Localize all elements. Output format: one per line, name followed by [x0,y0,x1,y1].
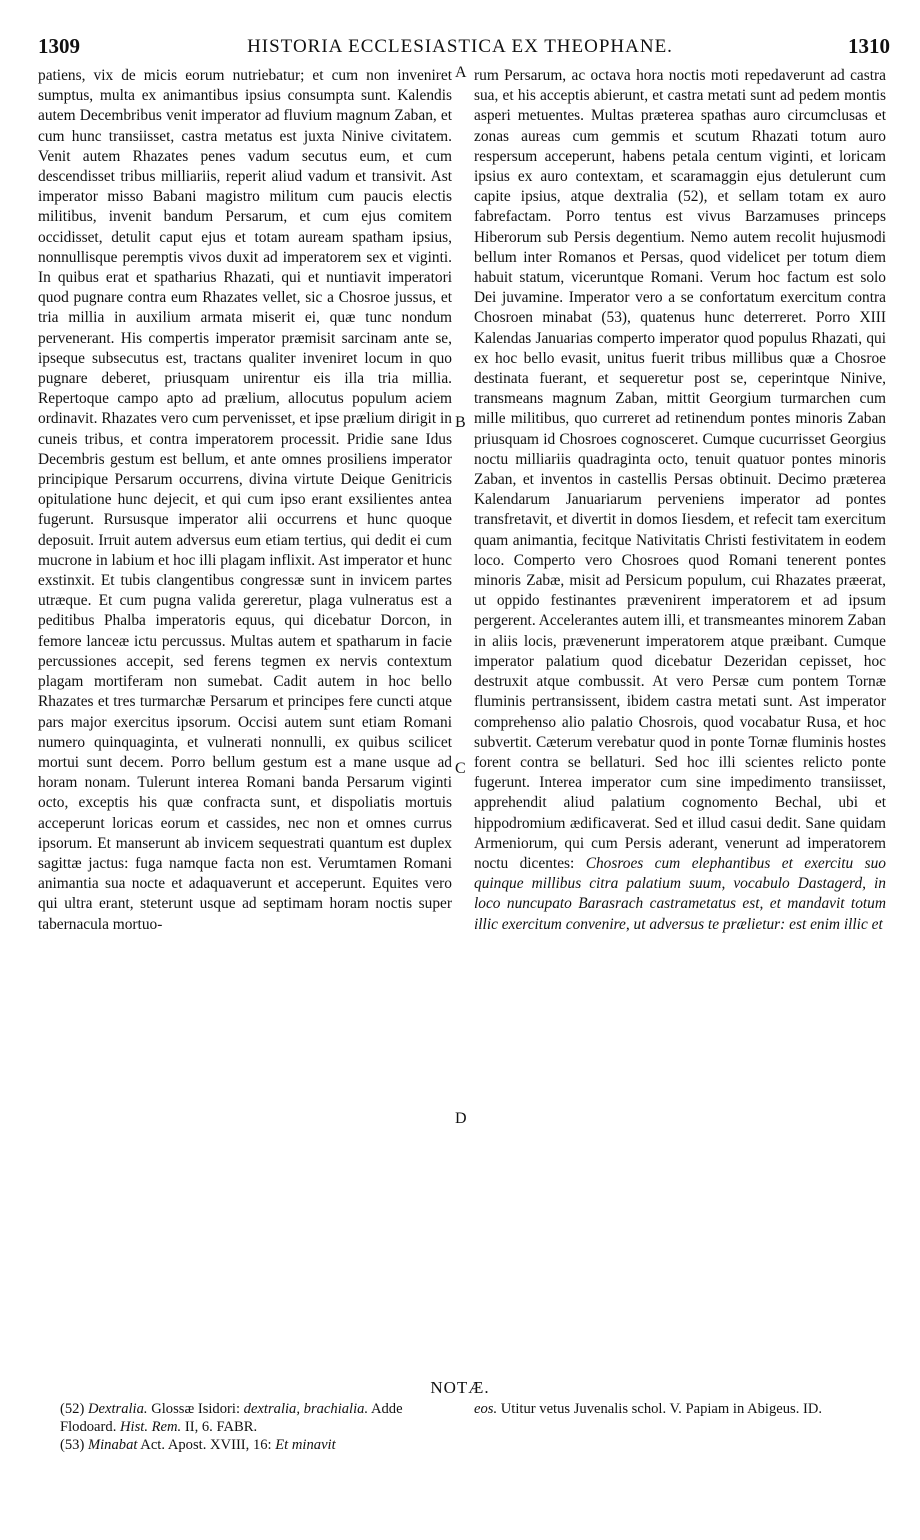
notes-heading: NOTÆ. [430,1378,490,1397]
notes-right-text: eos. Utitur vetus Juvenalis schol. V. Papiam in Abigeus. ID. [474,1401,823,1417]
margin-marker-a: A [455,64,467,81]
right-text-column [474,66,886,935]
margin-marker-c: C [455,760,466,777]
notes-right-column [474,1400,886,1418]
left-text-column [38,66,452,935]
right-page-number: 1310 [848,34,890,58]
left-page-number: 1309 [38,34,80,58]
notes-left-text: (52) Dextralia. Glossæ Isidori: dextralia, brachialia. Adde Flodoard. Hist. Rem. II, 6. FABR. (53) Minabat Act. Apost. XVIII, 16: Et minavit [60,1401,403,1453]
right-column-text: rum Persarum, ac octava hora noctis moti repedaverunt ad castra sua, et his acceptis abierunt, et castra metati sunt ad pedem montis asperi metuentes. Multas præterea spathas auro circumclusas et zonas aureas cum gemmis et scutum Rhazati totum auro respersum acceperunt, habens petala centum viginti, et loricam ipsius ex auro contextam, et scaramaggin ejus detulerunt cum capite ipsius, atque dextralia (52), et sellam totam ex auro fabrefactam. Porro tentus est vivus Barzamuses princeps Hiberorum sub Persis degentium. Nemo autem recolit hujusmodi bellum inter Romanos et Persas, quod videlicet per totum diem habuit statum, viceruntque Romani. Verum hoc factum est solo Dei juvamine. Imperator vero a se confortatum exercitum contra Chosroen minabat (53), quatenus hunc deterreret. Porro XIII Kalendas Januarias comperto imperator quod populus Rhazati, qui ex hoc bello evasit, unitus fuerit tribus millibus quæ a Chosroe destinata fuerant, et sequeretur post se, ceperintque Ninive, transmeans magnum Zaban, mittit Georgium turmarchen cum mille militibus, quo curreret ad retinendum pontes minoris Zaban priusquam id Chosroes cognosceret. Cumque cucurrisset Georgius noctu milliariis quadraginta octo, tenuit quatuor pontes minoris Zaban, et inventos in castellis Persas obtinuit. Decimo præterea Kalendarum Januariarum perveniens imperator ad pontes transfretavit, et divertit in domos Iiesdem, et refecit tam exercitum quam animantia, fecitque Nativitatis Christi festivitatem in eodem loco. Comperto vero Chosroes quod Romani tenerent pontes minoris Zabæ, misit ad Persicum populum, cui Rhazates præerat, ut oppido festinantes prævenirent imperatorem et ad ipsum pergerent. Accelerantes autem illi, et transmeantes minorem Zaban in aliis locis, prævenerunt imperatorem atque præibant. Cumque imperator palatium quod dicebatur Dezeridan cepisset, hoc destruxit atque combussit. At vero Persæ cum pontem Tornæ fluminis pertransissent, ibidem castra metati sunt. Ast imperator comprehenso alio palatio Chosrois, quod vocabatur Rusa, et hoc subvertit. Cæterum verebatur quod in ponte Tornæ fluminis hostes forent contra se bellaturi. Sed hoc illi scientes relicto ponte fugerunt. Interea imperator cum sine impedimento transiisset, apprehendit aliud palatium cognomento Bechal, ubi et hippodromium ædificaverat. Sed et illud casui dedit. Sane quidam Armeniorum, qui cum Persis aderant, venerunt ad imperatorem noctu dicentes: Chosroes cum elephantibus et exercitu suo quinque millibus citra palatium suum, vocabulo Dastagerd, in loco nuncupato Barasrach castrametatus est, et mandavit totum illic exercitum convenire, ut adversus te prælietur: est enim illic et [474,67,886,933]
margin-marker-d: D [455,1110,467,1127]
left-column-text: patiens, vix de micis eorum nutriebatur; et cum non inveniret sumptus, multa ex animantibus ipsius consumpta sunt. Kalendis autem Decembribus venit imperator ad fluvium magnum Zaban, et cum hunc transiisset, castra metatus est juxta Ninive civitatem. Venit autem Rhazates penes vadum secutus eum, et cum descendisset tribus milliariis, reperit aliud vadum et transivit. Ast imperator misso Babani magistro militum cum paucis electis militibus, invenit bandum Persarum, et cum ejus comitem occidisset, detulit caput ejus et totam auream spatham ipsius, nonnullisque peremptis vivos duxit ad imperatorem sex et viginti. In quibus erat et spatharius Rhazati, qui et nuntiavit imperatori quod pugnare contra eum Rhazates vellet, sic a Chosroe jussus, et tria millia in auxilium armata miserit ei, quæ tunc nondum pervenerant. His compertis imperator præmisit sarcinam ante se, ipseque subsecutus est, tractans qualiter inveniret locum in quo pugnare deberet, priusquam unirentur eis illa tria millia. Repertoque campo apto ad prælium, allocutus populum aciem ordinavit. Rhazates vero cum pervenisset, et ipse prælium dirigit in cuneis tribus, et contra imperatorem processit. Pridie sane Idus Decembris gestum est bellum, et ante omnes prosiliens imperator principique Persarum occurrens, divina virtute Deique Genitricis opitulatione hunc dejecit, et qui cum ipso erant exsilientes antea fugerunt. Rursusque imperator alii occurrens et hunc quoque deposuit. Irruit autem adversus eum etiam tertius, qui dedit ei cum mucrone in labium et hoc illi plagam inflixit. Ast imperator et hunc exstinxit. Et tubis clangentibus congressæ sunt in invicem partes utræque. Et cum pugna valida gereretur, plaga vulneratus est a peditibus Phalba imperatoris equus, qui dicebatur Dorcon, in femore lanceæ ictu percussus. Multas autem et spatharum in facie percussiones accepit, sed ferens tegmen ex nervis contextum plagam mortiferam non sumebat. Cadit autem in hoc bello Rhazates et tres turmarchæ Persarum et principes fere cuncti atque pars major exercitus ipsorum. Occisi autem sunt etiam Romani numero quinquaginta, et vulnerati nonnulli, ex quibus scilicet mortui sunt decem. Porro bellum gestum est a mane usque ad horam nonam. Tulerunt interea Romani banda Persarum viginti octo, exceptis his quæ confracta sunt, et dispoliatis mortuis acceperunt loricas eorum et cassides, nec non et omnes currus ipsorum. Et manserunt ab invicem sequestrati quantum est duplex sagittæ jactus: fuga namque facta non est. Verumtamen Romani animantia sua nocte et adaquaverunt et acceperunt. Equites vero qui ultra erant, steterunt usque ad septimam horam noctis super tabernacula mortuo- [38,67,452,933]
page-header [0,34,920,64]
notes-left-column [60,1400,452,1454]
running-title: HISTORIA ECCLESIASTICA EX THEOPHANE. [247,36,673,57]
margin-marker-b: B [455,414,466,431]
